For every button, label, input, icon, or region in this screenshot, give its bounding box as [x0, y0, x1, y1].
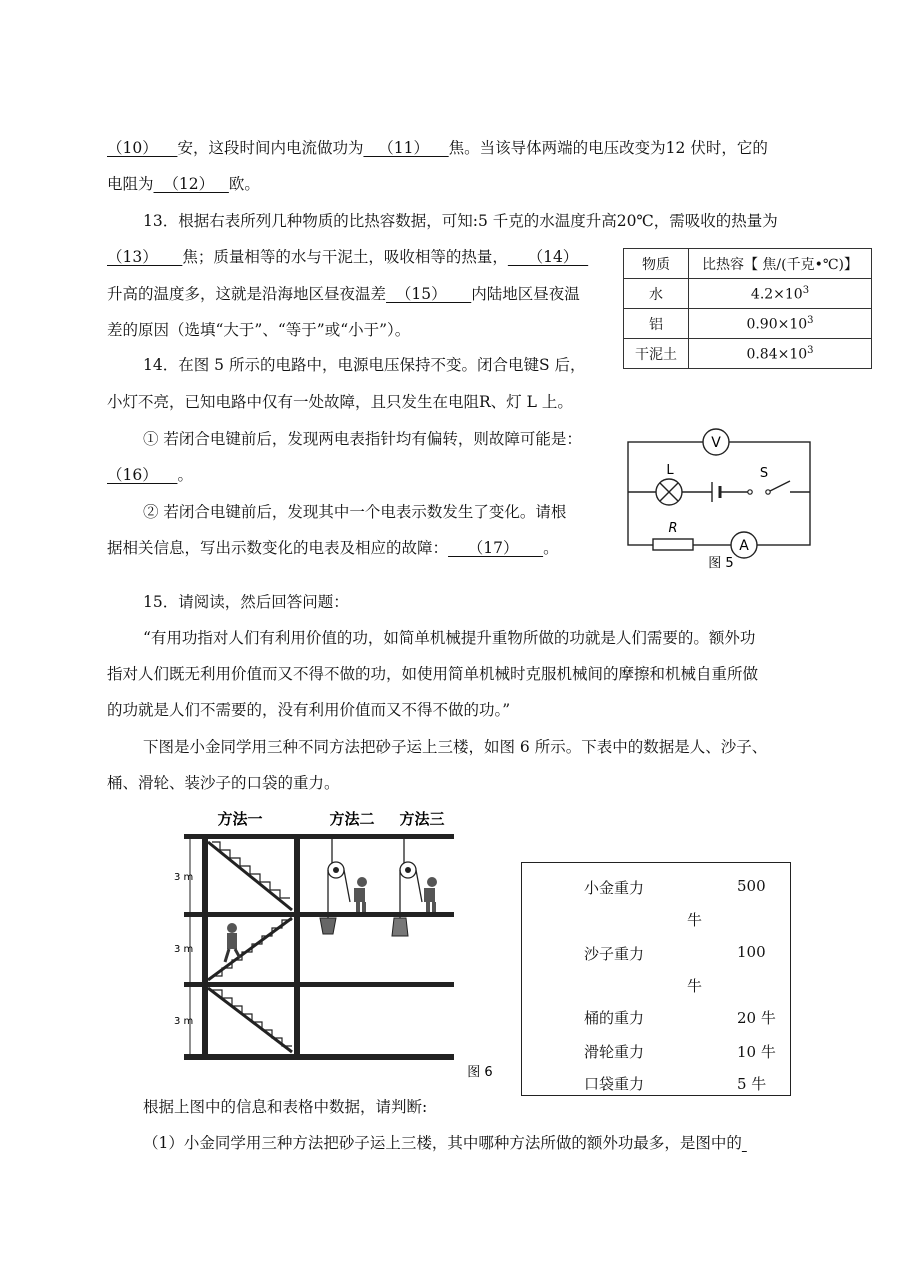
- weight-label: 桶的重力: [584, 1009, 645, 1027]
- resistor-label: R: [668, 521, 678, 536]
- text-segment: 内陆地区昼夜温: [471, 285, 580, 303]
- method-3-label: 方法三: [399, 810, 445, 828]
- table-row: [624, 279, 872, 309]
- weight-value: 5 牛: [737, 1075, 767, 1093]
- weights-table: [521, 862, 791, 1096]
- answer-blank-16[interactable]: （16）: [107, 466, 178, 484]
- answer-blank-11[interactable]: （11）: [363, 139, 449, 157]
- table-cell: $0.84\times 10^3$: [689, 339, 872, 369]
- text-segment: （1）小金同学用三种方法把砂子运上三楼，其中哪种方法所做的额外功最多，是图中的: [143, 1134, 742, 1152]
- weight-label: 口袋重力: [584, 1075, 645, 1093]
- text-segment: 升高的温度多，这就是沿海地区昼夜温差: [107, 285, 387, 303]
- circuit-diagram: [620, 425, 820, 575]
- answer-blank-15[interactable]: （15）: [386, 285, 472, 303]
- text-line: [107, 247, 588, 267]
- answer-blank-sub1[interactable]: [742, 1134, 747, 1152]
- person-pulling: [354, 877, 367, 912]
- question-14-stem: 14．在图 5 所示的电路中，电源电压保持不变。闭合电键S 后，: [143, 356, 586, 374]
- weight-value: 100: [737, 943, 766, 961]
- quote-line: 指对人们既无利用价值而又不得不做的功，如使用简单机械时克服机械间的摩擦和机械自重所做: [107, 665, 759, 683]
- text-segment: 安，这段时间内电流做功为: [177, 139, 364, 157]
- ammeter-label: A: [739, 538, 749, 554]
- table-header-cell: 物质: [624, 249, 689, 279]
- table-row: [624, 309, 872, 339]
- text-line: [107, 538, 559, 558]
- table-cell: $0.90\times 10^3$: [689, 309, 872, 339]
- weight-value: 20 牛: [737, 1009, 776, 1027]
- figure-5-caption: 图 5: [708, 556, 734, 571]
- text-line: 根据上图中的信息和表格中数据，请判断:: [143, 1098, 428, 1116]
- answer-blank-17[interactable]: （17）: [448, 539, 544, 557]
- method-2-label: 方法二: [329, 810, 375, 828]
- lamp-label: L: [666, 463, 674, 478]
- floor-height-label: 3 m: [174, 1016, 194, 1027]
- question-13-stem: 13．根据右表所列几种物质的比热容数据，可知:5 千克的水温度升高20℃，需吸收的热量为: [143, 212, 778, 230]
- specific-heat-table: [623, 248, 872, 369]
- sub-question-1: [143, 1133, 747, 1153]
- weight-label: 滑轮重力: [584, 1043, 645, 1061]
- quote-line: “有用功指对人们有利用价值的功，如简单机械提升重物所做的功就是人们需要的。额外功: [143, 629, 756, 647]
- resistor: [653, 539, 693, 550]
- pulley-icon: [405, 867, 411, 873]
- answer-blank-10[interactable]: （10）: [107, 139, 178, 157]
- answer-blank-14[interactable]: （14）: [507, 248, 589, 266]
- text-line: 下图是小金同学用三种不同方法把砂子运上三楼，如图 6 所示。下表中的数据是人、沙子、: [143, 738, 768, 756]
- weight-label: 小金重力: [584, 879, 645, 897]
- figure-6-caption: 图 6: [467, 1065, 493, 1080]
- text-segment: 电阻为: [107, 175, 154, 193]
- text-line: ① 若闭合电键前后，发现两电表指针均有偏转，则故障可能是：: [143, 430, 582, 448]
- answer-blank-12[interactable]: （12）: [153, 175, 229, 193]
- text-line: ② 若闭合电键前后，发现其中一个电表示数发生了变化。请根: [143, 503, 567, 521]
- weight-value: 500: [737, 877, 766, 895]
- method-1-label: 方法一: [217, 810, 263, 828]
- text-segment: 欧。: [228, 175, 260, 193]
- text-segment: 焦。当该导体两端的电压改变为12 伏时，它的: [448, 139, 768, 157]
- text-segment: 焦；质量相等的水与干泥土，吸收相等的热量，: [182, 248, 508, 266]
- voltmeter-label: V: [711, 435, 721, 451]
- bucket-icon: [320, 918, 336, 934]
- floor-height-label: 3 m: [174, 872, 194, 883]
- table-row: [624, 339, 872, 369]
- text-line: 差的原因（选填“大于”、“等于”或“小于”）。: [107, 321, 411, 339]
- text-line: 桶、滑轮、装沙子的口袋的重力。: [107, 774, 340, 792]
- answer-blank-13[interactable]: （13）: [107, 248, 183, 266]
- text-segment: 。: [177, 466, 193, 484]
- building-diagram: [170, 806, 493, 1081]
- text-line: [107, 284, 580, 304]
- text-line: [107, 138, 768, 158]
- table-header-cell: 比热容【 焦/(千克•℃)】: [689, 249, 872, 279]
- table-cell: 干泥土: [624, 339, 689, 369]
- bag-icon: [392, 918, 408, 936]
- weight-unit: 牛: [687, 911, 703, 929]
- table-cell: 铝: [624, 309, 689, 339]
- weight-unit: 牛: [687, 977, 703, 995]
- text-segment: 。: [543, 539, 559, 557]
- floor-height-label: 3 m: [174, 944, 194, 955]
- person-pulling: [424, 877, 437, 912]
- switch-label: S: [759, 466, 769, 481]
- pulley-icon: [333, 867, 339, 873]
- quote-line: 的功就是人们不需要的，没有利用价值而又不得不做的功。”: [107, 701, 511, 719]
- text-segment: 据相关信息，写出示数变化的电表及相应的故障：: [107, 539, 449, 557]
- table-cell: $4.2\times 10^3$: [689, 279, 872, 309]
- switch: [748, 490, 752, 494]
- text-line: 小灯不亮，已知电路中仅有一处故障，且只发生在电阻R、灯 L 上。: [107, 393, 573, 411]
- question-15-stem: 15．请阅读，然后回答问题：: [143, 593, 349, 611]
- table-cell: 水: [624, 279, 689, 309]
- text-line: [107, 174, 260, 194]
- weight-label: 沙子重力: [584, 945, 645, 963]
- table-header-row: [624, 249, 872, 279]
- person-climbing-stairs: [225, 923, 240, 962]
- text-line: [107, 465, 193, 485]
- weight-value: 10 牛: [737, 1043, 776, 1061]
